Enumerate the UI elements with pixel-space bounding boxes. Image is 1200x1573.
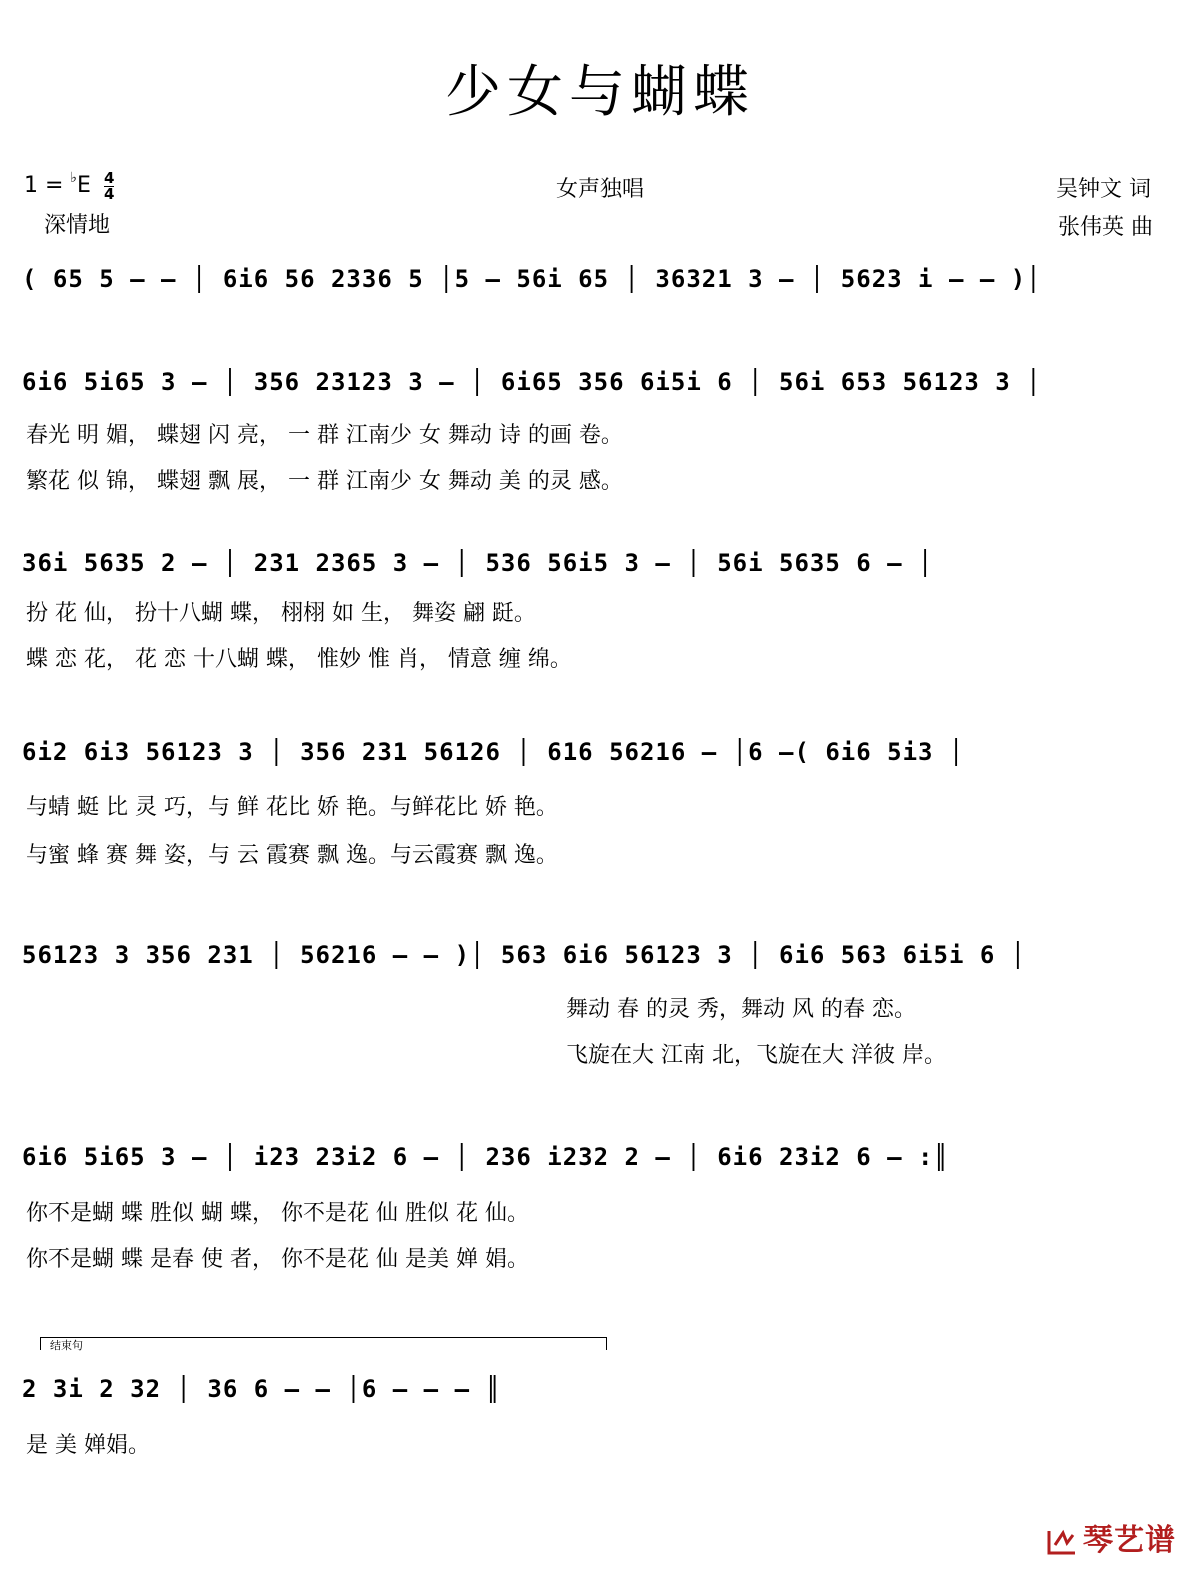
notation-system-3: 36i 5635 2 — │ 231 2365 3 — │ 536 56i5 3 — │ 56i 5635 6 — │ [22, 549, 934, 577]
key-prefix: 1 = [24, 173, 71, 198]
notation-system-1: ( 65 5 — — │ 6i6 56 2336 5 │5 — 56i 65 │ 36321 3 — │ 5623 i — — )│ [22, 265, 1042, 293]
notation-system-7: 2 3i 2 32 │ 36 6 — — │6 — — — ║ [22, 1375, 501, 1403]
notation-system-4: 6i2 6i3 56123 3 │ 356 231 56126 │ 616 56216 — │6 —( 6i6 5i3 │ [22, 738, 965, 766]
time-bottom: 4 [103, 184, 115, 203]
expression-mark: 深情地 [44, 213, 111, 238]
lyric-system-6-verse-2: 你不是蝴 蝶 是春 使 者， 你不是花 仙 是美 婵 娟。 [26, 1247, 529, 1272]
ending-label: 结束句 [50, 1339, 83, 1352]
notation-system-6: 6i6 5i65 3 — │ i23 23i2 6 — │ 236 i232 2 — │ 6i6 23i2 6 — :║ [22, 1143, 949, 1171]
performance-type: 女声独唱 [556, 177, 645, 202]
time-top: 4 [103, 168, 115, 187]
lyric-system-6-verse-1: 你不是蝴 蝶 胜似 蝴 蝶， 你不是花 仙 胜似 花 仙。 [26, 1201, 529, 1226]
flat-sign: ♭ [70, 170, 78, 186]
notation-system-5: 56123 3 356 231 │ 56216 — — )│ 563 6i6 56123 3 │ 6i6 563 6i5i 6 │ [22, 941, 1027, 969]
lyric-system-2-verse-2: 繁花 似 锦， 蝶翅 飘 展， 一 群 江南少 女 舞动 美 的灵 感。 [26, 469, 623, 494]
qinyipu-logo-icon [1045, 1525, 1079, 1559]
key-signature [24, 170, 114, 202]
key-note: E [77, 173, 91, 198]
notation-system-2: 6i6 5i65 3 — │ 356 23123 3 — │ 6i65 356 6i5i 6 │ 56i 653 56123 3 │ [22, 368, 1042, 396]
lyric-system-5-verse-2: 飞旋在大 江南 北，飞旋在大 洋彼 岸。 [566, 1043, 946, 1068]
lyric-system-4-verse-1: 与蜻 蜓 比 灵 巧，与 鲜 花比 娇 艳。与鲜花比 娇 艳。 [26, 795, 558, 820]
lyric-system-2-verse-1: 春光 明 媚， 蝶翅 闪 亮， 一 群 江南少 女 舞动 诗 的画 卷。 [26, 423, 623, 448]
watermark [1045, 1515, 1176, 1559]
ending-bracket [40, 1337, 607, 1350]
composer: 张伟英 曲 [1058, 215, 1153, 240]
song-title: 少女与蝴蝶 [445, 60, 755, 125]
lyric-system-3-verse-2: 蝶 恋 花， 花 恋 十八蝴 蝶， 惟妙 惟 肖， 情意 缠 绵。 [26, 647, 572, 672]
time-signature [103, 168, 115, 203]
watermark-text: 琴艺谱 [1083, 1523, 1176, 1558]
lyric-system-7-verse-1: 是 美 婵娟。 [26, 1433, 150, 1458]
lyricist: 吴钟文 词 [1056, 177, 1151, 202]
lyric-system-3-verse-1: 扮 花 仙， 扮十八蝴 蝶， 栩栩 如 生， 舞姿 翩 跹。 [26, 601, 536, 626]
lyric-system-4-verse-2: 与蜜 蜂 赛 舞 姿，与 云 霞赛 飘 逸。与云霞赛 飘 逸。 [26, 843, 558, 868]
lyric-system-5-verse-1: 舞动 春 的灵 秀，舞动 风 的春 恋。 [566, 997, 916, 1022]
